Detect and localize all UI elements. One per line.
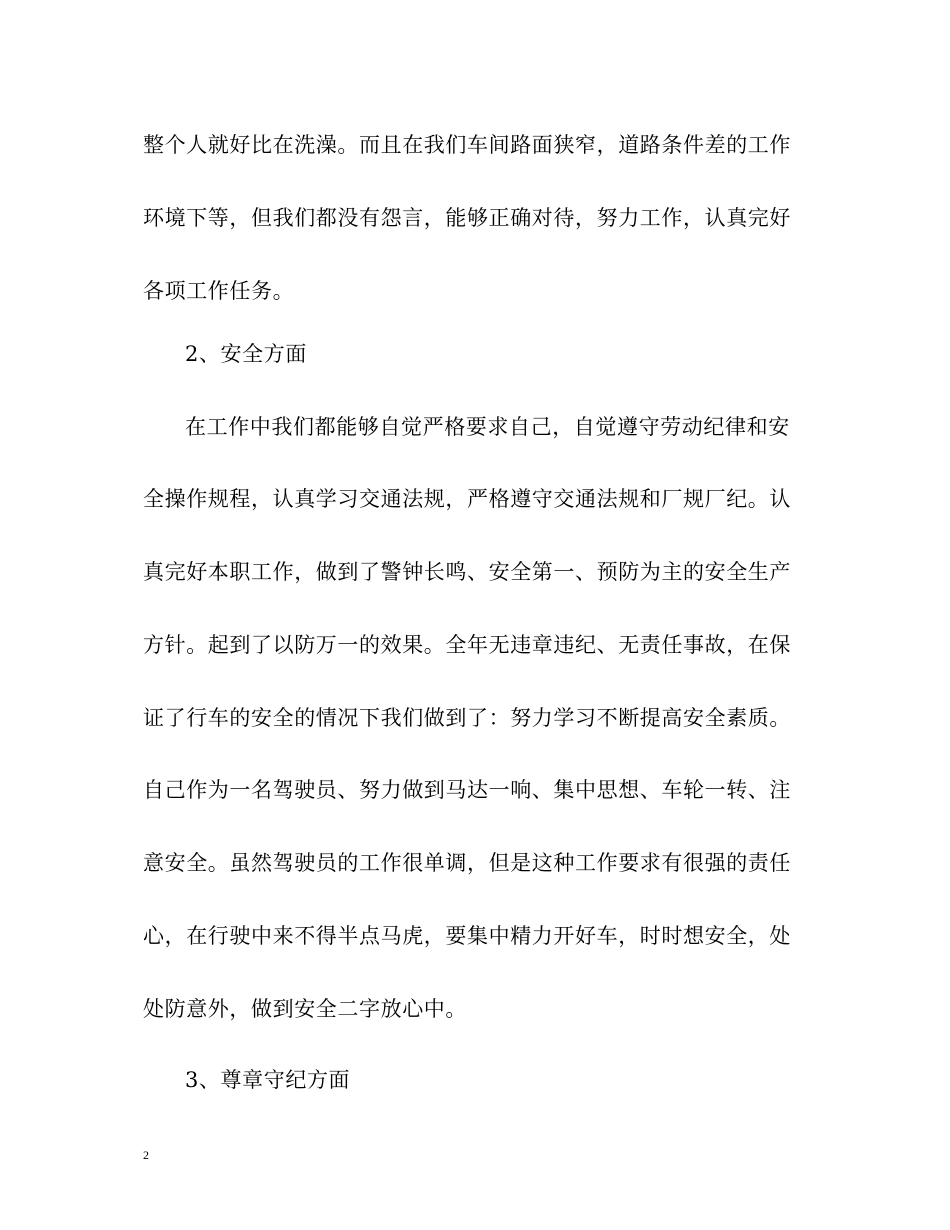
body-text-line: 整个人就好比在洗澡。而且在我们车间路面狭窄，道路条件差的工作 [143,133,791,157]
body-text-line: 真完好本职工作，做到了警钟长鸣、安全第一、预防为主的安全生产 [143,560,791,584]
body-text-line: 全操作规程，认真学习交通法规，严格遵守交通法规和厂规厂纪。认 [143,487,791,511]
body-text-line: 方针。起到了以防万一的效果。全年无违章违纪、无责任事故，在保 [143,633,791,657]
body-text-line: 自己作为一名驾驶员、努力做到马达一响、集中思想、车轮一转、注 [143,778,791,802]
body-text-line: 心，在行驶中来不得半点马虎，要集中精力开好车，时时想安全，处 [143,924,791,948]
body-text-line: 处防意外，做到安全二字放心中。 [143,997,467,1021]
body-text-line: 在工作中我们都能够自觉严格要求自己，自觉遵守劳动纪律和安 [185,415,790,439]
body-text-line: 各项工作任务。 [143,279,295,303]
body-text-line: 证了行车的安全的情况下我们做到了：努力学习不断提高安全素质。 [143,706,791,730]
section-heading: 3、尊章守纪方面 [185,1068,351,1092]
section-heading: 2、安全方面 [185,342,307,366]
page-number: 2 [143,1148,149,1162]
body-text-line: 意安全。虽然驾驶员的工作很单调，但是这种工作要求有很强的责任 [143,851,791,875]
body-text-line: 环境下等，但我们都没有怨言，能够正确对待，努力工作，认真完好 [143,206,791,230]
